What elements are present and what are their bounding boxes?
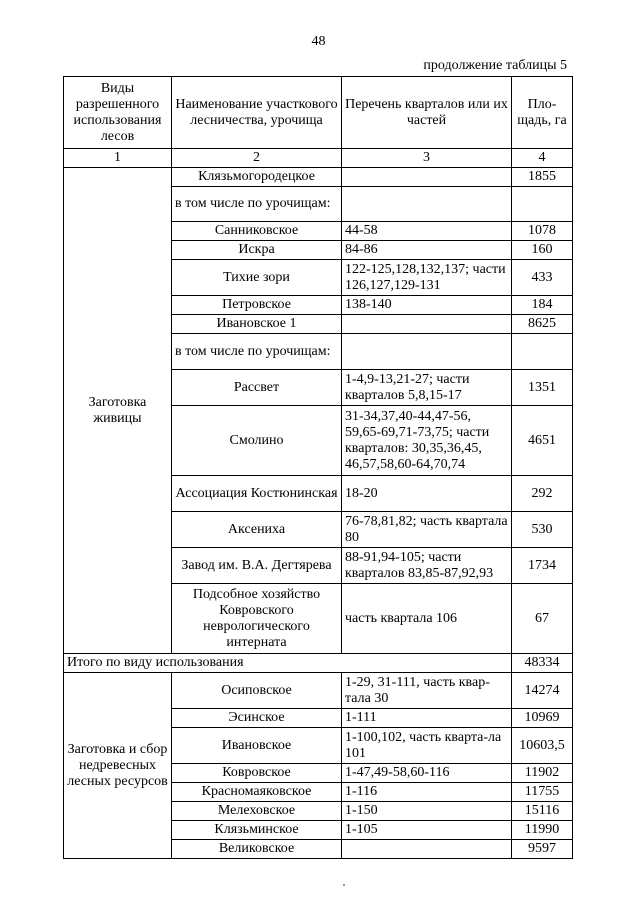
forestry-name: Эсинское <box>172 709 342 728</box>
area: 67 <box>512 584 573 654</box>
quarters: часть квартала 106 <box>342 584 512 654</box>
column-number: 4 <box>512 149 573 168</box>
area: 530 <box>512 512 573 548</box>
forestry-name: Ивановское <box>172 728 342 764</box>
area: 11902 <box>512 764 573 783</box>
forestry-name: Осиповское <box>172 673 342 709</box>
header-use-type: Виды разрешенного использования лесов <box>64 77 172 149</box>
forestry-name: Ивановское 1 <box>172 315 342 334</box>
column-number: 1 <box>64 149 172 168</box>
forestry-name: Рассвет <box>172 370 342 406</box>
table-row <box>64 673 573 709</box>
quarters: 76-78,81,82; часть квартала 80 <box>342 512 512 548</box>
area: 292 <box>512 476 573 512</box>
table-header-row <box>64 77 573 149</box>
forestry-name: Тихие зори <box>172 260 342 296</box>
forestry-name: Петровское <box>172 296 342 315</box>
use-type-nedrevesnye: Заготовка и сбор недревесных лесных ресурсов <box>64 673 172 859</box>
forestry-name: Подсобное хозяйство Ковровского неврологического интерната <box>172 584 342 654</box>
forestry-name: Великовское <box>172 840 342 859</box>
forestry-name: Мелеховское <box>172 802 342 821</box>
subgroup-label: в том числе по урочищам: <box>172 187 342 222</box>
area <box>512 187 573 222</box>
area <box>512 334 573 370</box>
area: 1855 <box>512 168 573 187</box>
column-number-row <box>64 149 573 168</box>
area: 9597 <box>512 840 573 859</box>
subgroup-label: в том числе по урочищам: <box>172 334 342 370</box>
area: 8625 <box>512 315 573 334</box>
quarters <box>342 334 512 370</box>
forestry-name: Искра <box>172 241 342 260</box>
area: 433 <box>512 260 573 296</box>
use-type-zhivica: Заготовка живицы <box>64 168 172 654</box>
quarters: 1-47,49-58,60-116 <box>342 764 512 783</box>
quarters <box>342 315 512 334</box>
area: 10603,5 <box>512 728 573 764</box>
forestry-name: Ассоциация Костюнинская <box>172 476 342 512</box>
quarters: 1-29, 31-111, часть квар-тала 30 <box>342 673 512 709</box>
quarters: 122-125,128,132,137; части 126,127,129-131 <box>342 260 512 296</box>
header-quarters: Перечень кварталов или их частей <box>342 77 512 149</box>
scan-speck <box>343 884 345 886</box>
quarters: 1-116 <box>342 783 512 802</box>
forestry-name: Красномаяковское <box>172 783 342 802</box>
table-continuation-note: продолжение таблицы 5 <box>423 58 567 73</box>
forestry-name: Смолино <box>172 406 342 476</box>
quarters <box>342 168 512 187</box>
forestry-name: Ковровское <box>172 764 342 783</box>
quarters: 88-91,94-105; части кварталов 83,85-87,92,93 <box>342 548 512 584</box>
quarters: 1-105 <box>342 821 512 840</box>
forestry-name: Клязьминское <box>172 821 342 840</box>
quarters: 138-140 <box>342 296 512 315</box>
forest-use-table <box>63 76 573 859</box>
area: 4651 <box>512 406 573 476</box>
total-label: Итого по виду использования <box>64 654 512 673</box>
quarters: 1-111 <box>342 709 512 728</box>
quarters: 18-20 <box>342 476 512 512</box>
area: 14274 <box>512 673 573 709</box>
area: 11990 <box>512 821 573 840</box>
forestry-name: Клязьмогородецкое <box>172 168 342 187</box>
forestry-name: Аксениха <box>172 512 342 548</box>
header-forestry-name: Наименование участкового лесничества, урочища <box>172 77 342 149</box>
quarters <box>342 840 512 859</box>
area: 1078 <box>512 222 573 241</box>
header-area: Пло-щадь, га <box>512 77 573 149</box>
quarters: 1-150 <box>342 802 512 821</box>
quarters: 1-4,9-13,21-27; части кварталов 5,8,15-17 <box>342 370 512 406</box>
quarters <box>342 187 512 222</box>
quarters: 44-58 <box>342 222 512 241</box>
column-number: 2 <box>172 149 342 168</box>
page-number: 48 <box>311 34 326 49</box>
area: 184 <box>512 296 573 315</box>
quarters: 1-100,102, часть кварта-ла 101 <box>342 728 512 764</box>
table-row <box>64 168 573 187</box>
area: 10969 <box>512 709 573 728</box>
forestry-name: Санниковское <box>172 222 342 241</box>
area: 160 <box>512 241 573 260</box>
area: 1351 <box>512 370 573 406</box>
area: 15116 <box>512 802 573 821</box>
area: 1734 <box>512 548 573 584</box>
total-area: 48334 <box>512 654 573 673</box>
total-row <box>64 654 573 673</box>
area: 11755 <box>512 783 573 802</box>
forestry-name: Завод им. В.А. Дегтярева <box>172 548 342 584</box>
quarters: 84-86 <box>342 241 512 260</box>
column-number: 3 <box>342 149 512 168</box>
quarters: 31-34,37,40-44,47-56, 59,65-69,71-73,75; части кварталов: 30,35,36,45, 46,57,58,60-64,70,74 <box>342 406 512 476</box>
